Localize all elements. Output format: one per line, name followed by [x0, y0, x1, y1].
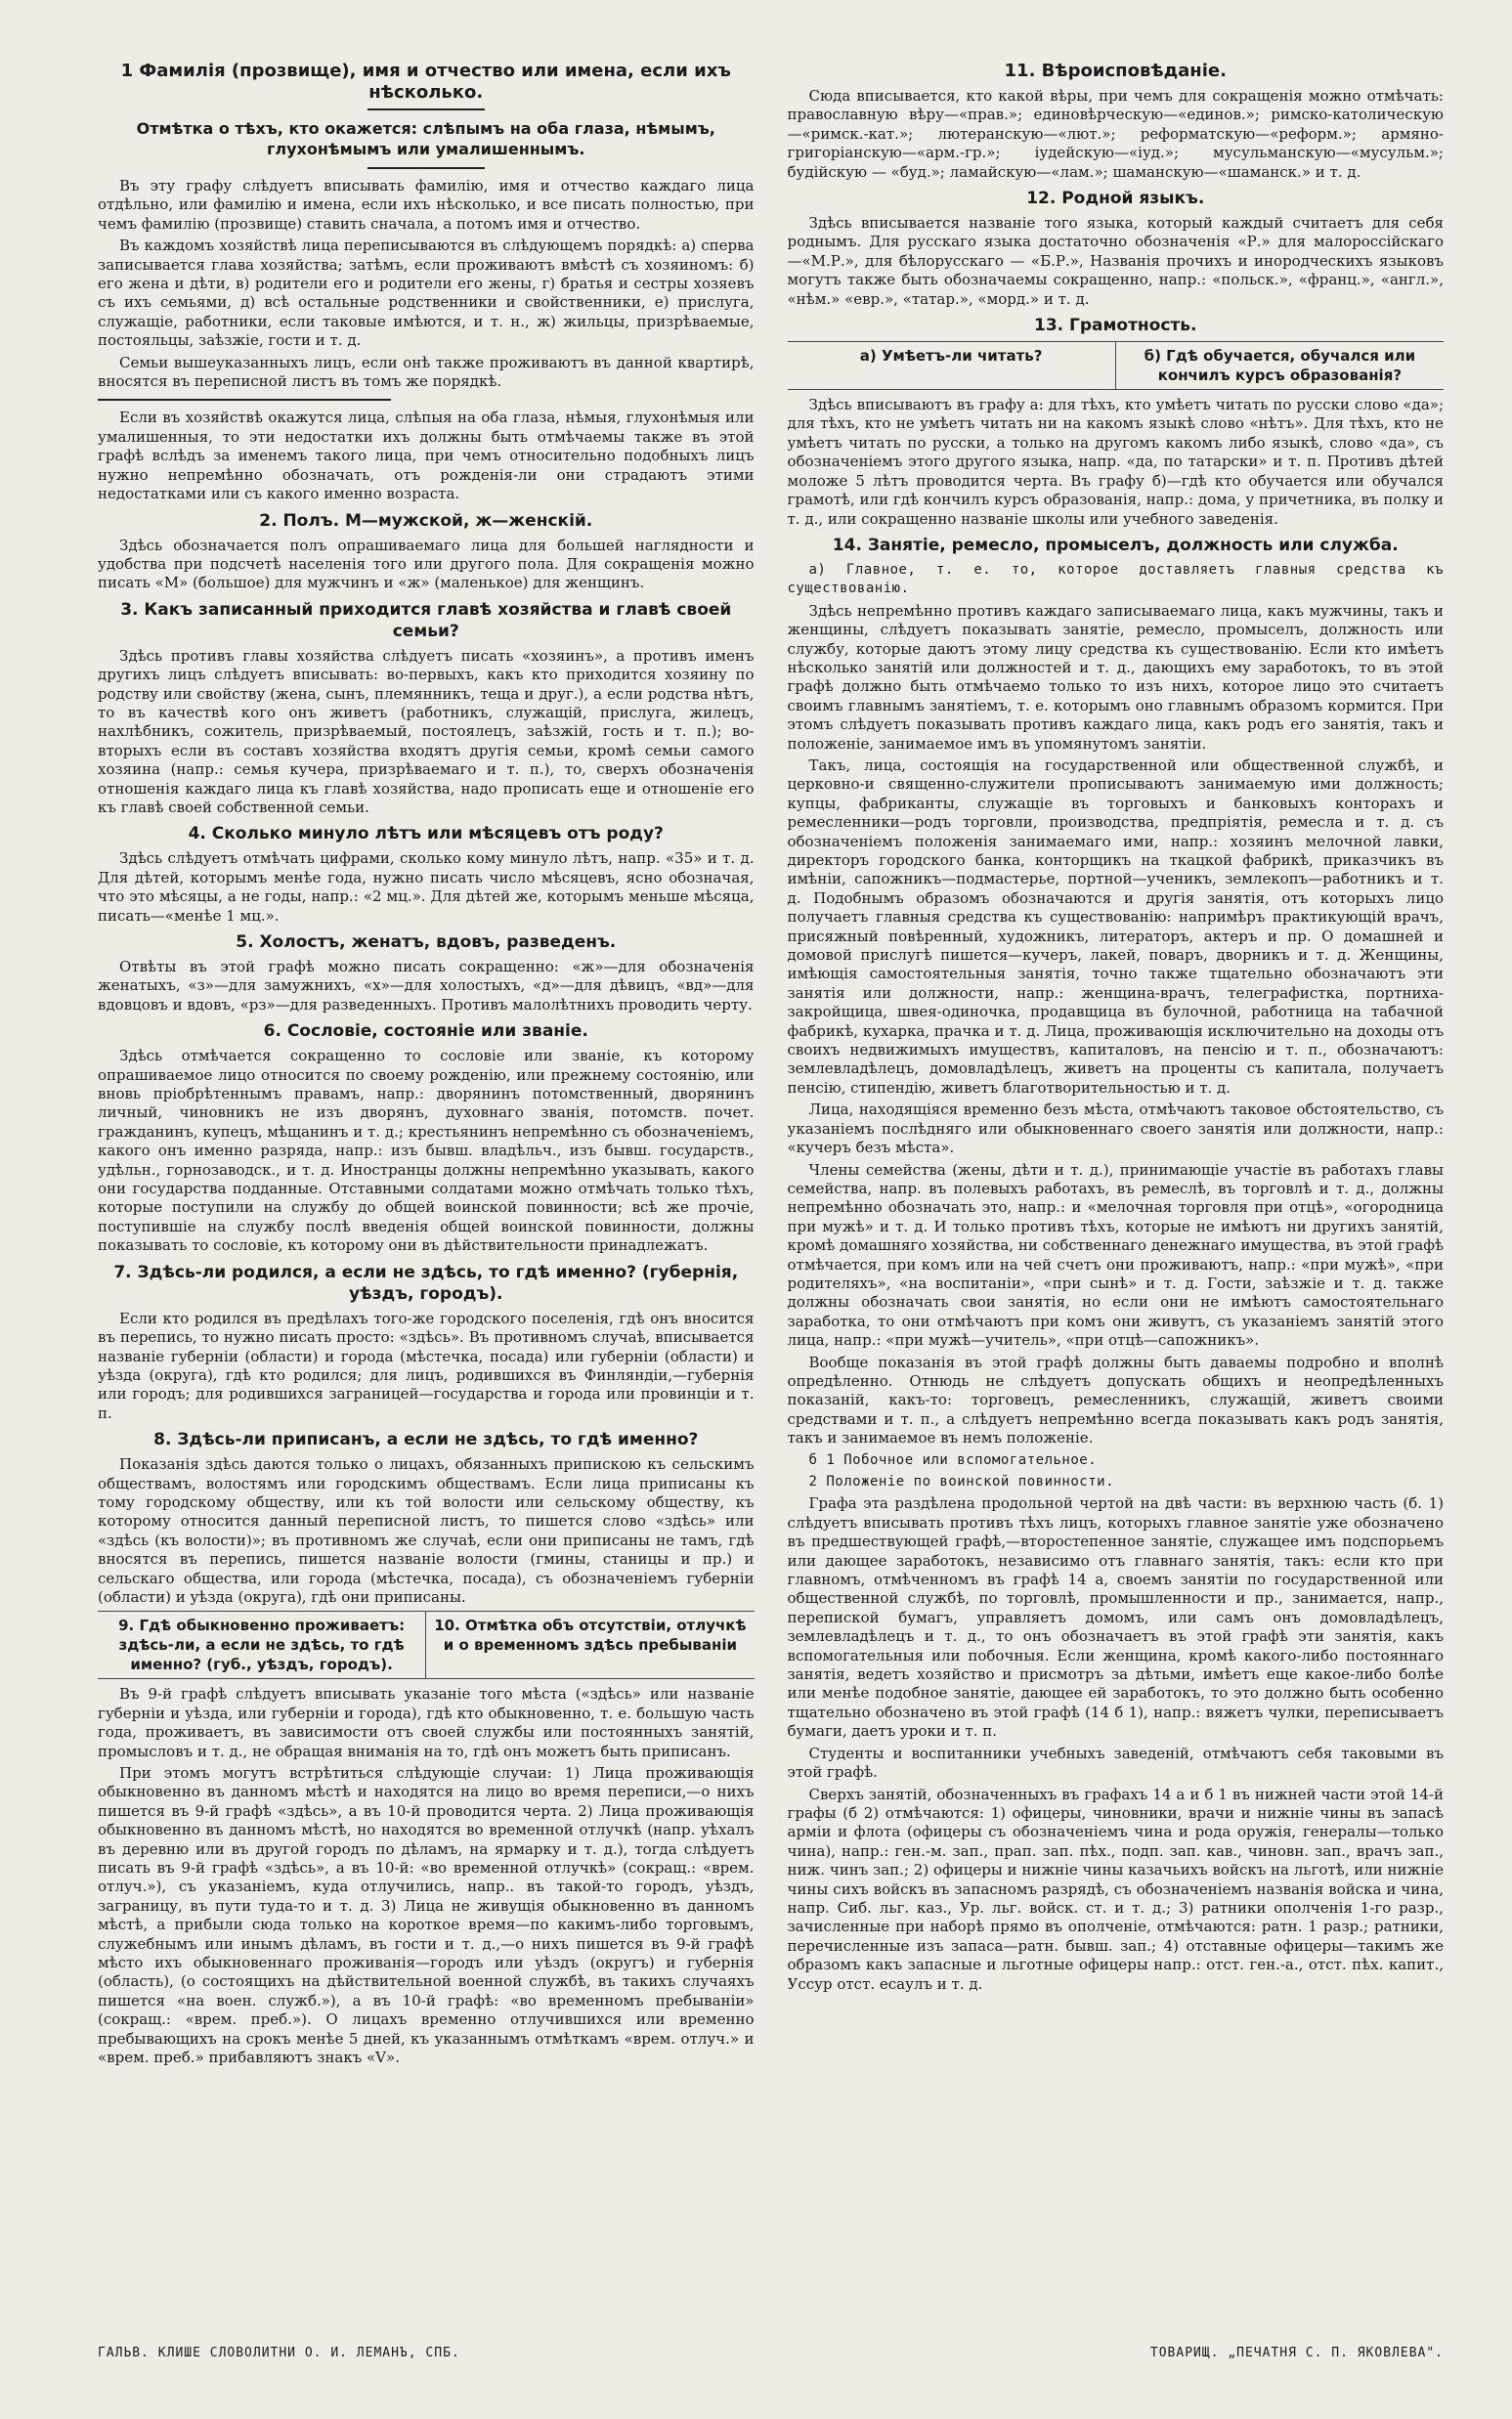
paragraph: Члены семейства (жены, дѣти и т. д.), принимающіе участіе въ работахъ главы семейства, напр. въ полевыхъ работахъ, въ ремеслѣ, въ торговлѣ и т. д., должны непремѣнно обозначать это, напр.: и «мелочная торговля при отцѣ», «огородница при мужѣ» и т. д. И только противъ тѣхъ, которые не имѣютъ ни другихъ занятій, кромѣ домашняго хозяйства, ни собственнаго денежнаго имущества, въ этой графѣ отмѣчается, при комъ или на чей счетъ они проживаютъ, напр.: «при мужѣ», «при родителяхъ», «на воспитаніи», «при сынѣ» и т. д. Гости, заѣзжіе и т. д. также должны обозначать свои занятія, но если они не имѣютъ самостоятельнаго заработка, то они отмѣчаютъ при комъ они живутъ, съ указаніемъ занятій этого лица, напр.: «при мужѣ—учитель», «при отцѣ—сапожникъ». — [787, 1160, 1444, 1350]
paragraph: Здѣсь непремѣнно противъ каждаго записываемаго лица, какъ мужчины, такъ и женщины, слѣдуетъ показывать занятіе, ремесло, промыселъ, должность или службу, которые даютъ этому лицу средства къ существованію. Если кто имѣетъ нѣсколько занятій или должностей и т. д., дающихъ ему заработокъ, то въ этой графѣ должно быть отмѣчаемо только то изъ нихъ, которое лицо это считаетъ своимъ главнымъ занятіемъ, т. е. которымъ оно главнымъ образомъ кормится. При этомъ слѣдуетъ показывать противъ каждаго лица, какъ родъ его занятія, такъ и положеніе, занимаемое имъ въ упомянутомъ занятіи. — [787, 601, 1444, 753]
paragraph: Здѣсь слѣдуетъ отмѣчать цифрами, сколько кому минуло лѣтъ, напр. «35» и т. д. Для дѣтей, которымъ менѣе года, нужно писать число мѣсяцевъ, ясно обозначая, что это мѣсяцы, а не годы, напр.: «2 мц.». Для дѣтей же, которымъ меньше мѣсяца, писать—«менѣе 1 мц.». — [98, 849, 755, 925]
section-5-title: 5. Холостъ, женатъ, вдовъ, разведенъ. — [236, 932, 617, 952]
section-13b-label: б) Гдѣ обучается, обучался или кончилъ курсъ образованія? — [1144, 347, 1416, 385]
section-9-title: 9. Гдѣ обыкновенно проживаетъ: здѣсь-ли, а если не здѣсь, то гдѣ именно? (губ., уѣздъ, городъ). — [98, 1612, 426, 1678]
paragraph: Здѣсь отмѣчается сокращенно то сословіе или званіе, къ которому опрашиваемое лицо относится по своему рожденію, или прежнему состоянію, или вновь пріобрѣтеннымъ правамъ, напр.: дворянинъ потомственный, дворянинъ личный, чиновникъ не изъ дворянъ, духовнаго званія, потомств. почет. гражданинъ, купецъ, мѣщанинъ и т. д.; крестьянинъ непремѣнно съ обозначеніемъ, какого онъ именно разряда, напр.: изъ бывш. владѣльч., изъ бывш. государств., удѣльн., горнозаводск., и т. д. Иностранцы должны непремѣнно указывать, какого они государства подданные. Отставными солдатами можно отмѣчать только тѣхъ, которые поступили на службу до общей воинской повинности; всѣ же прочіе, поступившіе на службу послѣ введенія общей воинской повинности, должны показывать то сословіе, къ которому они въ дѣйствительности принадлежатъ. — [98, 1047, 755, 1255]
paragraph: Такъ, лица, состоящія на государственной или общественной службѣ, и церковно-и священно-служители прописываютъ занимаемую ими должность; купцы, фабриканты, служащіе въ торговыхъ и банковыхъ конторахъ и ремесленники—родъ торговли, производства, предпріятія, ремесла и т. д. съ обозначеніемъ положенія занимаемаго ими, напр.: хозяинъ мелочной лавки, директоръ городского банка, конторщикъ на ткацкой фабрикѣ, приказчикъ въ имѣніи, сапожникъ—подмастерье, портной—ученикъ, землекопъ—работникъ и т. д. Подобнымъ образомъ обозначаются и другія занятія, отъ которыхъ лицо получаетъ главныя средства къ существованію: напримѣръ практикующій врачъ, присяжный повѣренный, художникъ, литераторъ, актеръ и пр. О домашней и домовой прислугѣ пишется—кучеръ, лакей, поваръ, дворникъ и т. д. Женщины, имѣющія самостоятельныя занятія, точно также тщательно обозначаютъ эти занятія или должности, напр.: женщина-врачъ, телеграфистка, портниха-закройщица, швея-одиночка, продавщица въ булочной, работница на табачной фабрикѣ, кухарка, прачка и т. д. Лица, проживающія исключительно на доходы отъ своихъ недвижимыхъ имуществъ, капиталовъ, на пенсію и т. п., обозначаютъ: землевладѣлецъ, домовладѣлецъ, живетъ на проценты съ капитала, получаетъ пенсію, стипендію, живетъ благотворительностью и т. д. — [787, 756, 1444, 1097]
section-14-title: 14. Занятіе, ремесло, промыселъ, должность или служба. — [832, 535, 1399, 555]
paragraph: Если кто родился въ предѣлахъ того-же городского поселенія, гдѣ онъ вносится въ перепись, то нужно писать просто: «здѣсь». Въ противномъ случаѣ, вписывается названіе губерніи (области) и города (мѣстечка, посада) или губерніи (области) и уѣзда (округа), гдѣ кто родился; для лицъ, родившихся въ Финляндіи,—губернія или городъ; для родившихся заграницей—государства и города или провинціи и т. п. — [98, 1309, 755, 1422]
section-1-subtitle: Отмѣтка о тѣхъ, кто окажется: слѣпымъ на оба глаза, нѣмымъ, глухонѣмымъ или умалишеннымъ. — [136, 119, 715, 158]
sections-9-10-header — [98, 1611, 755, 1679]
paragraph: Здѣсь вписывается названіе того языка, который каждый считаетъ для себя роднымъ. Для русскаго языка достаточно обозначенія «Р.» для малороссійскаго—«М.Р.», для бѣлорусскаго — «Б.Р.», Названія прочихъ и инородческихъ языковъ могутъ также быть обозначаемы сокращенно, напр.: «польск.», «франц.», «англ.», «нѣм.» «евр.», «татар.», «морд.» и т. д. — [787, 214, 1444, 308]
paragraph: Отвѣты въ этой графѣ можно писать сокращенно: «ж»—для обозначенія женатыхъ, «з»—для замужнихъ, «х»—для холостыхъ, «д»—для дѣвицъ, «вд»—для вдовцовъ и вдовъ, «рз»—для разведенныхъ. Противъ малолѣтнихъ проводить черту. — [98, 958, 755, 1014]
footer — [98, 2346, 1444, 2360]
section-14b2-label: 2 Положеніе по воинской повинности. — [808, 1474, 1115, 1490]
section-11-title: 11. Вѣроисповѣданіе. — [1004, 61, 1227, 81]
section-6-title: 6. Сословіе, состояніе или званіе. — [263, 1021, 588, 1042]
paragraph: Сверхъ занятій, обозначенныхъ въ графахъ 14 а и б 1 въ нижней части этой 14-й графы (б 2) отмѣчаются: 1) офицеры, чиновники, врачи и нижніе чины въ запасѣ арміи и флота (офицеры съ обозначеніемъ чина и рода оружія, генералы—только чина), напр.: ген.-м. зап., прап. зап. пѣх., подп. зап. кав., чиновн. зап., врачъ зап., ниж. чинъ зап.; 2) офицеры и нижніе чины казачьихъ войскъ на льготѣ, или нижніе чины сихъ войскъ въ запасномъ разрядѣ, съ обозначеніемъ названія войска и чина, напр. Сиб. льг. каз., Ур. льг. войск. ст. и т. д.; 3) ратники ополченія 1-го разр., зачисленные при наборѣ прямо въ ополченіе, отмѣчаются: ратн. 1 разр.; ратники, перечисленные изъ запаса—ратн. бывш. зап.; 4) отставные офицеры—такимъ же образомъ какъ запасные и льготные офицеры напр.: отст. ген.-а., отст. пѣх. капит., Уссур отст. есаулъ и т. д. — [787, 1785, 1444, 1993]
paragraph: При этомъ могутъ встрѣтиться слѣдующіе случаи: 1) Лица проживающія обыкновенно въ данномъ мѣстѣ и находятся на лицо во время переписи,—о нихъ пишется въ 9-й графѣ «здѣсь», а въ 10-й проводится черта. 2) Лица проживающія обыкновенно въ данномъ мѣстѣ, но находятся во временной отлучкѣ (напр. уѣхалъ въ деревню или въ другой городъ по дѣламъ, на ярмарку и т. д.), тогда слѣдуетъ писать въ 9-й графѣ «здѣсь», а въ 10-й: «во временной отлучкѣ» (сокращ.: «врем. отлуч.»), съ указаніемъ, куда отлучились, напр.. въ такой-то городъ, уѣздъ, заграницу, въ пути туда-то и т. д. 3) Лица не живущія обыкновенно въ данномъ мѣстѣ, а прибыли сюда только на короткое время—по какимъ-либо торговымъ, служебнымъ или инымъ дѣламъ, въ гости и т. д.,—о нихъ пишется въ 9-й графѣ мѣсто ихъ обыкновеннаго проживанія—городъ или уѣздъ (округъ) и губернія (область), (о состоящихъ на дѣйствительной военной службѣ, въ такихъ случаяхъ пишется «на воен. служб.»), а въ 10-й графѣ: «во временномъ пребываніи» (сокращ.: «врем. преб.»). О лицахъ временно отлучившихся или временно пребывающихъ на срокъ менѣе 5 дней, къ указаннымъ отмѣткамъ «врем. отлуч.» и «врем. преб.» прибавляютъ знакъ «V». — [98, 1764, 755, 2067]
left-column — [98, 47, 755, 2324]
footer-printer-left: ГАЛЬВ. КЛИШЕ СЛОВОЛИТНИ О. И. ЛЕМАНЪ, СПБ. — [98, 2346, 460, 2360]
section-13-title: 13. Грамотность. — [1034, 316, 1197, 336]
paragraph: Здѣсь вписываютъ въ графу а: для тѣхъ, кто умѣетъ читать по русски слово «да»; для тѣхъ, кто не умѣетъ читать ни на какомъ языкѣ слово «нѣтъ». Для тѣхъ, кто не умѣетъ читать по русски, а только на другомъ какомъ либо языкѣ, слово «да», съ обозначеніемъ этого другого языка, напр. «да, по татарски» и т. п. Противъ дѣтей моложе 5 лѣтъ проводится черта. Въ графу б)—гдѣ кто обучается или обучался грамотѣ, или гдѣ кончилъ курсъ образованія, напр.: дома, у причетника, въ полку и т. д., или сокращенно названіе школы или учебного заведенія. — [787, 396, 1444, 528]
divider — [367, 108, 485, 110]
paragraph: Здѣсь противъ главы хозяйства слѣдуетъ писать «хозяинъ», а противъ именъ другихъ лицъ слѣдуетъ вписывать: во-первыхъ, какъ кто приходится хозяину по родству или свойству (жена, сынъ, племянникъ, теща и друг.), а если родства нѣтъ, то въ качествѣ кого онъ живетъ (работникъ, служащій, прислуга, жилецъ, нахлѣбникъ, сожитель, призрѣваемый, постоялецъ, заѣзжій, гость и т. п.); во-вторыхъ если въ составъ хозяйства входятъ другія семьи, кромѣ семьи самого хозяина (напр.: семья кучера, призрѣваемаго и т. п.), то, сверхъ обозначенія отношенія каждаго лица къ главѣ хозяйства, надо прописать еще и отношеніе его къ главѣ своей собственной семьи. — [98, 646, 755, 816]
section-13a-label: а) Умѣетъ-ли читать? — [788, 342, 1116, 389]
paragraph: Въ каждомъ хозяйствѣ лица переписываются въ слѣдующемъ порядкѣ: а) сперва записывается глава хозяйства; затѣмъ, если проживаютъ вмѣстѣ съ хозяиномъ: б) его жена и дѣти, в) родители его и родители его жены, г) братья и сестры хозяевъ съ ихъ семьями, д) всѣ остальные родственники и свойственники, е) прислуга, служащіе, работники, если таковые имѣются, и т. н., ж) жильцы, призрѣваемые, постояльцы, заѣзжіе, гости и т. д. — [98, 237, 755, 350]
footer-printer-right: ТОВАРИЩ. „ПЕЧАТНЯ С. П. ЯКОВЛЕВА". — [1149, 2346, 1444, 2360]
divider — [367, 167, 485, 169]
paragraph: Сюда вписывается, кто какой вѣры, при чемъ для сокращенія можно отмѣчать: православную вѣру—«прав.»; единовѣрческую—«единов.»; римско-католическую—«римск.-кат.»; лютеранскую—«лют.»; реформатскую—«реформ.»; армяно-григоріанскую—«арм.-гр.»; іудейскую—«іуд.»; мусульманскую—«мусульм.»; будійскую — «буд.»; ламайскую—«лам.»; шаманскую—«шаманск.» и т. д. — [787, 87, 1444, 181]
right-column — [788, 47, 1445, 2324]
section-2-title: 2. Полъ. М—мужской, ж—женскій. — [259, 510, 593, 531]
paragraph: Графа эта раздѣлена продольной чертой на двѣ части: въ верхнюю часть (б. 1) слѣдуетъ вписывать противъ тѣхъ лицъ, которыхъ главное занятіе уже обозначено въ предшествующей графѣ,—второстепенное занятіе, служащее имъ подспорьемъ или дающее заработокъ, независимо отъ главнаго занятія, такъ: если кто при главномъ, отмѣченномъ въ графѣ 14 а, своемъ занятіи по государственной или общественной службѣ, по торговлѣ, промышленности и пр., занимается, напр., перепиской бумагъ, управляетъ домомъ, или самъ онъ домовладѣлецъ, землевладѣлецъ и т. д., то онъ обозначаетъ въ этой графѣ эти занятія, какъ вспомогательныя или побочныя. Если женщина, кромѣ какого-либо постояннаго занятія, ведетъ хозяйство и присмотръ за дѣтьми, имѣетъ еще какое-либо болѣе или менѣе подобное занятіе, дающее ей заработокъ, то это должно быть особенно тщательно обозначено въ этой графѣ (14 б 1), напр.: вяжетъ чулки, переписываетъ бумаги, даетъ уроки и т. п. — [787, 1494, 1444, 1741]
paragraph: Здѣсь обозначается полъ опрашиваемаго лица для большей наглядности и удобства при подсчетѣ населенія того или другого пола. Для сокращенія можно писать «М» (большое) для мужчинъ и «ж» (маленькое) для женщинъ. — [98, 536, 755, 592]
divider — [98, 399, 391, 401]
section-4-title: 4. Сколько минуло лѣтъ или мѣсяцевъ отъ роду? — [188, 824, 664, 844]
paragraph: Вообще показанія въ этой графѣ должны быть даваемы подробно и вполнѣ опредѣленно. Отнюдь не слѣдуетъ допускать общихъ и неопредѣленныхъ показаній, какъ-то: торговецъ, ремесленникъ, служащій, живетъ своими средствами и т. п., а слѣдуетъ непремѣнно всегда показывать какъ родъ занятія, такъ и занимаемое въ немъ положеніе. — [787, 1353, 1444, 1447]
paragraph: Если въ хозяйствѣ окажутся лица, слѣпыя на оба глаза, нѣмыя, глухонѣмыя или умалишенныя, то эти недостатки ихъ должны быть отмѣчаемы также въ этой графѣ вслѣдъ за именемъ такого лица, при чемъ относительно подобныхъ лицъ нужно непремѣнно обозначать, отъ рожденія-ли они страдаютъ этими недостатками или съ какого именно возраста. — [98, 409, 755, 503]
paragraph: Показанія здѣсь даются только о лицахъ, обязанныхъ припискою къ сельскимъ обществамъ, волостямъ или городскимъ обществамъ. Если лица приписаны къ тому городскому обществу, или къ той волости или сельскому обществу, къ которому относится данный переписной листъ, то пишется слово «здѣсь» или «здѣсь (къ волости)»; въ противномъ же случаѣ, если они приписаны не тамъ, гдѣ вносятся въ перепись, пишется названіе волости (гмины, станицы и пр.) и сельскаго общества, или города (мѣстечка, посада), съ обозначеніемъ губерніи (области) и уѣзда (округа), гдѣ они приписаны. — [98, 1455, 755, 1606]
section-14b1-label: б 1 Побочное или вспомогательное. — [808, 1451, 1098, 1468]
section-13-subheader — [788, 341, 1445, 390]
section-1-title: 1 Фамилія (прозвище), имя и отчество или имена, если ихъ нѣсколько. — [120, 61, 731, 103]
paragraph: Лица, находящіяся временно безъ мѣста, отмѣчаютъ таковое обстоятельство, съ указаніемъ послѣдняго или обыкновеннаго своего занятія или должности, напр.: «кучеръ безъ мѣста». — [787, 1101, 1444, 1157]
section-14a-label: а) Главное, т. е. то, которое доставляетъ главныя средства къ существованію. — [787, 561, 1444, 597]
paragraph: Студенты и воспитанники учебныхъ заведеній, отмѣчаютъ себя таковыми въ этой графѣ. — [787, 1744, 1444, 1782]
section-3-title: 3. Какъ записанный приходится главѣ хозяйства и главѣ своей семьи? — [120, 599, 732, 641]
paragraph: Семьи вышеуказанныхъ лицъ, если онѣ также проживаютъ въ данной квартирѣ, вносятся въ переписной листъ въ томъ же порядкѣ. — [98, 353, 755, 391]
section-7-title: 7. Здѣсь-ли родился, а если не здѣсь, то гдѣ именно? (губернія, уѣздъ, городъ). — [113, 1262, 739, 1304]
section-12-title: 12. Родной языкъ. — [1026, 189, 1205, 209]
section-10-title: 10. Отмѣтка объ отсутствіи, отлучкѣ и о временномъ здѣсь пребываніи — [434, 1617, 747, 1655]
section-8-title: 8. Здѣсь-ли приписанъ, а если не здѣсь, то гдѣ именно? — [153, 1430, 699, 1450]
paragraph: Въ эту графу слѣдуетъ вписывать фамилію, имя и отчество каждаго лица отдѣльно, или фамилію и имена, если ихъ нѣсколько, и все писать полностью, при чемъ фамилію (прозвище) ставить сначала, а потомъ имя и отчество. — [98, 177, 755, 233]
paragraph: Въ 9-й графѣ слѣдуетъ вписывать указаніе того мѣста («здѣсь» или названіе губерніи и уѣзда, или губерніи и города), гдѣ кто обыкновенно, т. е. большую часть года, проживаетъ, въ зависимости отъ своей службы или постоянныхъ занятій, промысловъ и т. д., не обращая вниманія на то, гдѣ онъ можетъ быть приписанъ. — [98, 1685, 755, 1760]
